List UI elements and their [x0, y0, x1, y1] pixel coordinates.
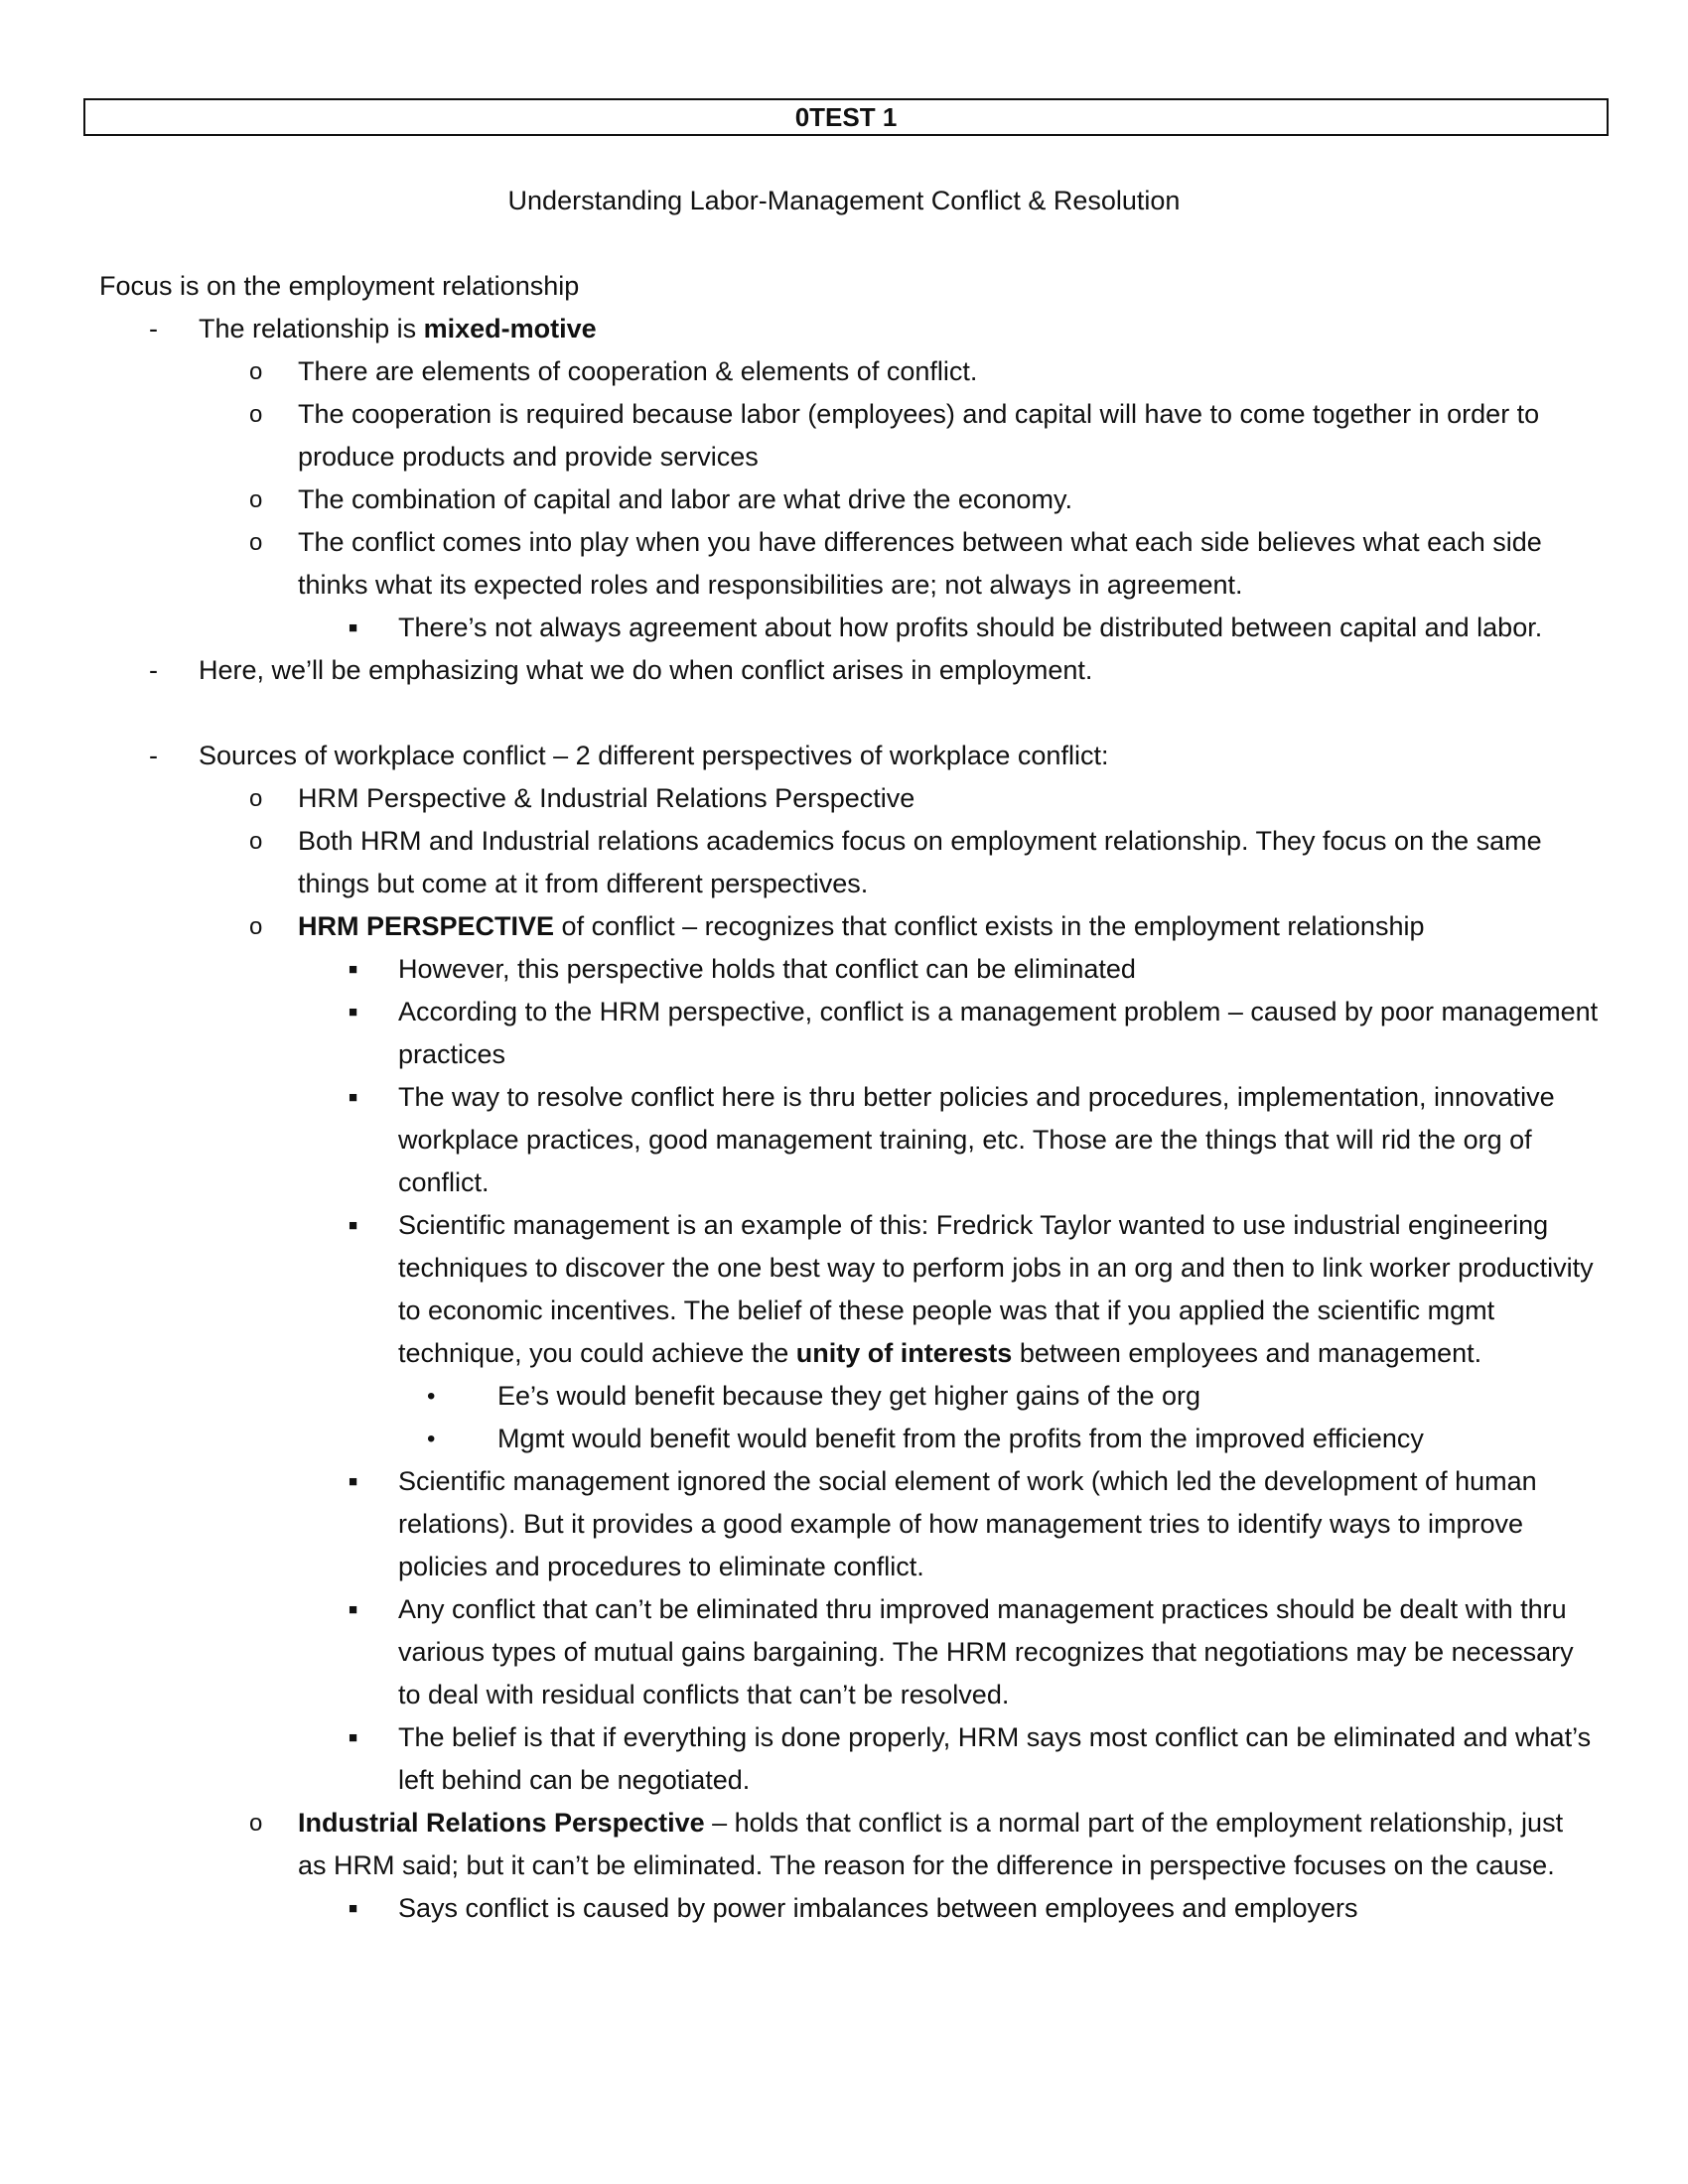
hrm-point-4-text: Scientific management is an example of this: Fredrick Taylor wanted to use industrial engineering techniques to discover the one best way to perform jobs in an org and then to link worker productivity to economic incentives. The belief of these people was that if you applied the scientific mgmt technique, you could achieve the: [398, 1210, 1594, 1368]
circle-bullet: o: [249, 358, 263, 385]
circle-bullet: o: [249, 401, 263, 428]
circle-bullet: o: [249, 529, 263, 556]
coop-point-4-sub: There’s not always agreement about how profits should be distributed between capital and labor.: [398, 613, 1543, 642]
list-item: [0, 735, 1688, 777]
hrm-point-1: However, this perspective holds that conflict can be eliminated: [398, 954, 1136, 984]
coop-point-2: The cooperation is required because labor (employees) and capital will have to come together in order to produce products and provide services: [298, 399, 1540, 472]
list-item: [0, 350, 1688, 393]
list-item: [0, 521, 1688, 607]
coop-point-3: The combination of capital and labor are what drive the economy.: [298, 484, 1072, 514]
list-item: [0, 1887, 1688, 1930]
emphasis-text: Here, we’ll be emphasizing what we do when conflict arises in employment.: [199, 655, 1093, 685]
list-item: [0, 777, 1688, 820]
source-point-1: HRM Perspective & Industrial Relations Perspective: [298, 783, 915, 813]
hrm-point-2: According to the HRM perspective, conflict is a management problem – caused by poor management practices: [398, 997, 1599, 1069]
hrm-point-3: The way to resolve conflict here is thru better policies and procedures, implementation, innovative workplace practices, good management training, etc. Those are the things that will rid the org of conflict.: [398, 1082, 1555, 1197]
spacer: [0, 692, 1688, 735]
hrm-point-5: Scientific management ignored the social element of work (which led the development of human relations). But it provides a good example of how management tries to identify ways to improve policies and procedures to eliminate conflict.: [398, 1466, 1537, 1581]
dot-bullet: •: [427, 1426, 436, 1452]
list-item: [0, 649, 1688, 692]
coop-point-4: The conflict comes into play when you have differences between what each side believes what each side thinks what its expected roles and responsibilities are; not always in agreement.: [298, 527, 1542, 600]
list-item: [0, 1460, 1688, 1588]
square-bullet: ■: [349, 1473, 358, 1490]
hrm-point-7: The belief is that if everything is done properly, HRM says most conflict can be eliminated and what’s left behind can be negotiated.: [398, 1722, 1592, 1795]
dash-bullet: -: [149, 741, 158, 770]
list-item: [0, 1418, 1688, 1460]
document-title: 0TEST 1: [83, 98, 1609, 136]
list-item: [0, 1802, 1688, 1887]
square-bullet: ■: [349, 1900, 358, 1917]
dot-bullet: •: [427, 1383, 436, 1410]
hrm-point-4a: Ee’s would benefit because they get higher gains of the org: [497, 1381, 1200, 1411]
hrm-point-4-end: between employees and management.: [1012, 1338, 1482, 1368]
circle-bullet: o: [249, 486, 263, 513]
list-item: [0, 607, 1688, 649]
circle-bullet: o: [249, 913, 263, 940]
square-bullet: ■: [349, 961, 358, 978]
coop-point-1: There are elements of cooperation & elements of conflict.: [298, 356, 978, 386]
list-item: [0, 905, 1688, 948]
circle-bullet: o: [249, 828, 263, 855]
square-bullet: ■: [349, 619, 358, 636]
mixed-motive-text: The relationship is: [199, 314, 424, 343]
source-point-2: Both HRM and Industrial relations academics focus on employment relationship. They focus on the same things but come at it from different perspectives.: [298, 826, 1542, 898]
dash-bullet: -: [149, 314, 158, 343]
list-item: [0, 1375, 1688, 1418]
list-item: [0, 308, 1688, 350]
ir-perspective-text: – holds that conflict is a normal part of the employment relationship, just as HRM said; but it can’t be eliminated. The reason for the difference in perspective focuses on the cause.: [298, 1808, 1564, 1880]
list-item: [0, 948, 1688, 991]
list-item: [0, 991, 1688, 1076]
list-item: [0, 1076, 1688, 1204]
hrm-perspective-term: HRM PERSPECTIVE: [298, 911, 555, 941]
mixed-motive-term: mixed-motive: [423, 314, 597, 343]
intro-paragraph: [0, 265, 1688, 308]
ir-perspective-term: Industrial Relations Perspective: [298, 1808, 705, 1838]
circle-bullet: o: [249, 785, 263, 812]
document-body: [0, 265, 1688, 1930]
list-item: [0, 1204, 1688, 1375]
sources-text: Sources of workplace conflict – 2 different perspectives of workplace conflict:: [199, 741, 1109, 770]
intro-text: Focus is on the employment relationship: [99, 271, 580, 301]
unity-of-interests-term: unity of interests: [795, 1338, 1013, 1368]
square-bullet: ■: [349, 1729, 358, 1746]
list-item: [0, 1716, 1688, 1802]
square-bullet: ■: [349, 1089, 358, 1106]
list-item: [0, 478, 1688, 521]
circle-bullet: o: [249, 1810, 263, 1837]
list-item: [0, 393, 1688, 478]
list-item: [0, 820, 1688, 905]
dash-bullet: -: [149, 655, 158, 685]
document-subtitle: Understanding Labor-Management Conflict & Resolution: [507, 186, 1181, 215]
list-item: [0, 1588, 1688, 1716]
square-bullet: ■: [349, 1601, 358, 1618]
hrm-perspective-text: of conflict – recognizes that conflict exists in the employment relationship: [554, 911, 1425, 941]
hrm-point-4b: Mgmt would benefit would benefit from the profits from the improved efficiency: [497, 1424, 1424, 1453]
hrm-point-6: Any conflict that can’t be eliminated thru improved management practices should be dealt with thru various types of mutual gains bargaining. The HRM recognizes that negotiations may be necessary to deal with residual conflicts that can’t be resolved.: [398, 1594, 1574, 1709]
ir-point-1: Says conflict is caused by power imbalances between employees and employers: [398, 1893, 1358, 1923]
square-bullet: ■: [349, 1004, 358, 1021]
square-bullet: ■: [349, 1217, 358, 1234]
